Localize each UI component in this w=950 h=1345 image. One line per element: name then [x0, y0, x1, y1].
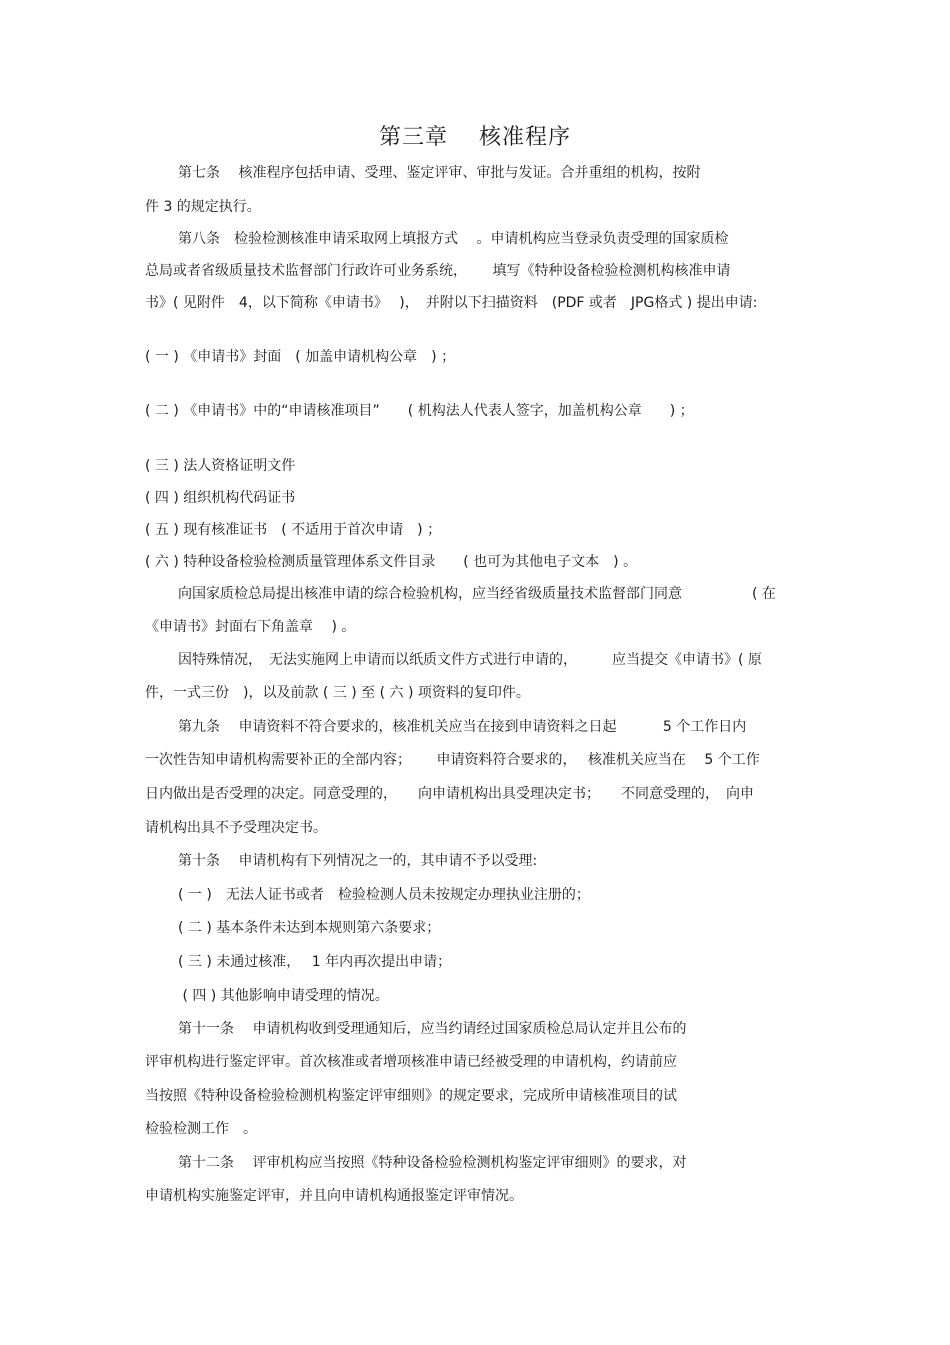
text-line: 件 3 的规定执行。 — [145, 199, 261, 215]
text-line: 总局或者省级质量技术监督部门行政许可业务系统， 填写《特种设备检验检测机构核准申请 — [145, 263, 731, 279]
text-line: ( 三 ) 法人资格证明文件 — [145, 458, 296, 474]
text-line: ( 二 ) 基本条件未达到本规则第六条要求； — [178, 920, 441, 936]
text-line: 申请机构实施鉴定评审，并且向申请机构通报鉴定评审情况。 — [145, 1188, 523, 1204]
text-line: 件，一式三份 )，以及前款 ( 三 ) 至 ( 六 ) 项资料的复印件。 — [145, 685, 530, 701]
text-line: 第十二条 评审机构应当按照《特种设备检验检测机构鉴定评审细则》的要求，对 — [178, 1155, 687, 1171]
text-line: ( 六 ) 特种设备检验检测质量管理体系文件目录 ( 也可为其他电子文本 ) 。 — [145, 554, 638, 570]
text-line: ( 三 ) 未通过核准， 1 年内再次提出申请； — [178, 954, 452, 970]
text-line: 书》( 见附件 4，以下简称《申请书》 )， 并附以下扫描资料 (PDF 或者 JPG格式 ) 提出申请: — [145, 295, 758, 311]
text-line: 第十条 申请机构有下列情况之一的，其申请不予以受理: — [178, 853, 538, 869]
text-line: ( 二 ) 《申请书》中的“申请核准项目” ( 机构法人代表人签字，加盖机构公章 ) ； — [145, 403, 694, 419]
text-line: 《申请书》封面右下角盖章 ) 。 — [145, 619, 356, 635]
text-line: ( 五 ) 现有核准证书 ( 不适用于首次申请 ) ； — [145, 522, 442, 538]
text-line: 一次性告知申请机构需要补正的全部内容； 申请资料符合要求的， 核准机关应当在 5 个工作 — [145, 752, 760, 768]
text-line: ( 四 ) 其他影响申请受理的情况。 — [178, 988, 389, 1004]
text-line: 第八条 检验检测核准申请采取网上填报方式 。申请机构应当登录负责受理的国家质检 — [178, 231, 729, 247]
text-line: 请机构出具不予受理决定书。 — [145, 820, 327, 836]
text-line: 当按照《特种设备检验检测机构鉴定评审细则》的规定要求，完成所申请核准项目的试 — [145, 1088, 677, 1104]
text-line: ( 一 ) 无法人证书或者 检验检测人员未按规定办理执业注册的； — [178, 887, 590, 903]
text-line: 第七条 核准程序包括申请、受理、鉴定评审、审批与发证。合并重组的机构，按附 — [178, 165, 701, 181]
text-line: 检验检测工作 。 — [145, 1121, 257, 1137]
text-line: ( 四 ) 组织机构代码证书 — [145, 490, 296, 506]
text-line: 第十一条 申请机构收到受理通知后，应当约请经过国家质检总局认定并且公布的 — [178, 1021, 687, 1037]
text-line: 评审机构进行鉴定评审。首次核准或者增项核准申请已经被受理的申请机构，约请前应 — [145, 1054, 677, 1070]
text-line: 日内做出是否受理的决定。同意受理的， 向申请机构出具受理决定书； 不同意受理的， 向申 — [145, 786, 754, 802]
text-line: ( 一 ) 《申请书》封面 ( 加盖申请机构公章 ) ； — [145, 349, 456, 365]
text-line: 向国家质检总局提出核准申请的综合检验机构，应当经省级质量技术监督部门同意 ( 在 — [178, 586, 776, 602]
text-line: 因特殊情况， 无法实施网上申请而以纸质文件方式进行申请的， 应当提交《申请书》( 原 — [178, 652, 762, 668]
chapter-title: 第三章 核准程序 — [379, 125, 571, 150]
text-line: 第九条 申请资料不符合要求的，核准机关应当在接到申请资料之日起 5 个工作日内 — [178, 719, 747, 735]
